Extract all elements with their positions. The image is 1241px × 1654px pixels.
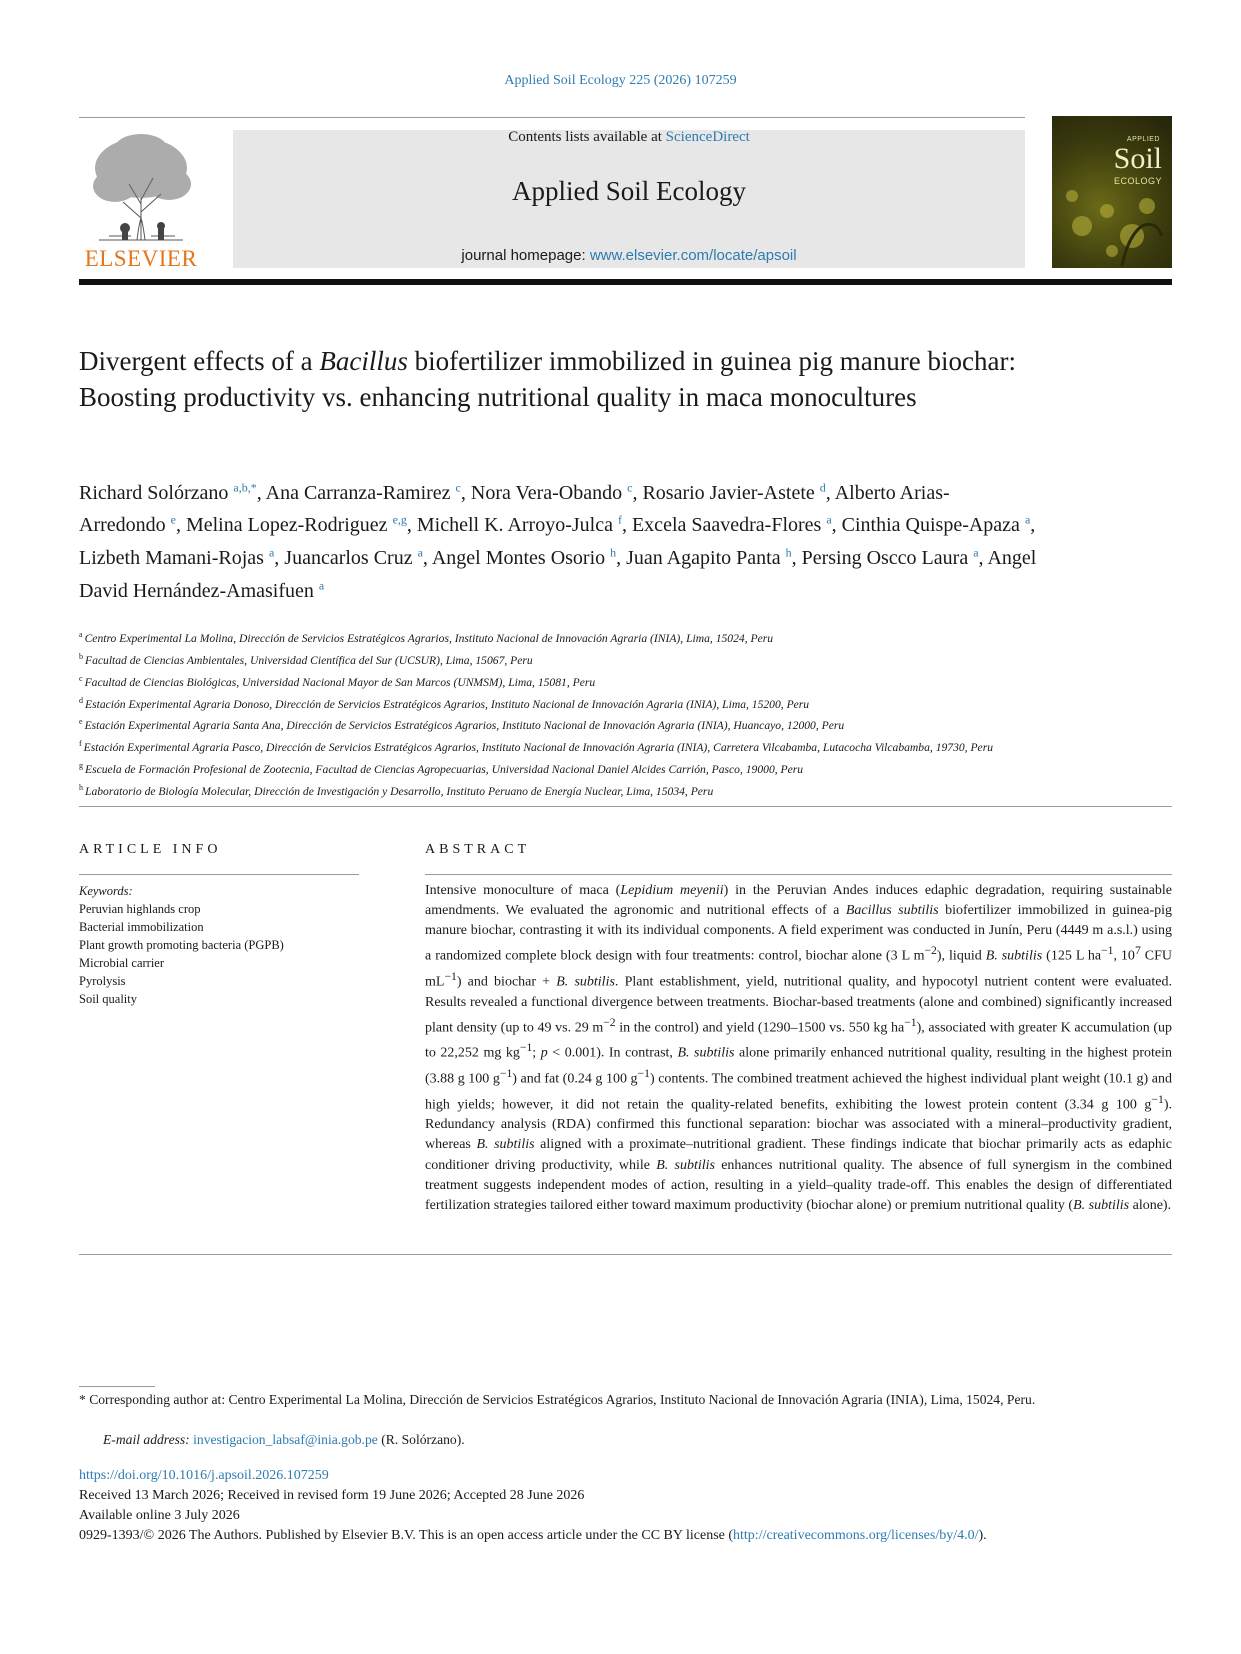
publisher-wordmark: ELSEVIER <box>84 246 198 271</box>
homepage-prefix: journal homepage: <box>461 247 590 264</box>
abstract-run: CFU mL <box>425 948 1172 990</box>
abstract-sup: 7 <box>1134 944 1141 958</box>
keyword: Soil quality <box>79 992 137 1006</box>
abstract-run: alone). <box>1129 1197 1172 1213</box>
author-name: Ana Carranza-Ramirez <box>265 481 451 504</box>
keyword: Pyrolysis <box>79 974 126 988</box>
affiliation <box>79 713 1039 735</box>
author-affiliation-marker[interactable]: a,b,* <box>233 480 257 494</box>
abstract-italic: Bacillus subtilis <box>845 903 939 919</box>
affiliation-key: e <box>79 717 83 727</box>
affiliation-key: c <box>79 673 83 683</box>
abstract-run: alone primarily enhanced nutritional quality, resulting in the highest protein (3.88 g 100 g <box>425 1045 1173 1087</box>
abstract-bottom-divider <box>79 1254 1172 1255</box>
received-dates: Received 13 March 2026; Received in revised form 19 June 2026; Accepted 28 June 2026 <box>79 1488 585 1503</box>
affiliation-list <box>79 626 1039 801</box>
author-name: Angel David Hernández-Amasifuen <box>79 546 1037 602</box>
abstract-italic: B. subtilis <box>556 974 615 990</box>
author-separator: , <box>175 514 186 537</box>
author-separator: , <box>621 514 632 537</box>
author-separator: , <box>632 481 643 504</box>
abstract-run: ), liquid <box>936 948 986 964</box>
license-line <box>79 1528 987 1544</box>
footnote-rule <box>79 1386 155 1387</box>
header-thick-divider <box>79 279 1172 285</box>
keyword: Plant growth promoting bacteria (PGPB) <box>79 938 284 952</box>
contents-prefix: Contents lists available at <box>508 129 666 145</box>
author-separator: , <box>256 481 266 504</box>
affiliation <box>79 735 1039 757</box>
author-affiliation-marker[interactable]: c <box>455 480 461 494</box>
affiliation-text: Facultad de Ciencias Ambientales, Universidad Científica del Sur (UCSUR), Lima, 15067, Peru <box>85 653 533 667</box>
author-name: Alberto Arias-Arredondo <box>79 481 950 537</box>
article-info-rule <box>79 874 359 875</box>
abstract-run: < 0.001). In contrast, <box>547 1045 678 1061</box>
abstract-run: ; <box>532 1045 541 1061</box>
title-part-1: Divergent effects of a <box>79 346 320 376</box>
affiliation <box>79 692 1039 714</box>
author-separator: , <box>422 546 432 569</box>
affiliation-key: f <box>79 739 82 749</box>
keywords-block <box>79 882 369 1008</box>
journal-citation[interactable]: Applied Soil Ecology 225 (2026) 107259 <box>504 73 737 88</box>
abstract-italic: B. subtilis <box>476 1137 535 1153</box>
section-divider <box>79 806 1172 807</box>
abstract-run: aligned with a proximate–nutritional gradient. These findings indicate that biochar primarily acts as edaphic conditioner driving productivity, while <box>425 1137 1172 1173</box>
abstract-italic: B. subtilis <box>1073 1197 1130 1213</box>
author-affiliation-marker[interactable]: a <box>973 545 979 560</box>
author-affiliation-marker[interactable]: a <box>318 577 325 592</box>
abstract-run: ), associated with greater K accumulation (up to 22,252 mg kg <box>425 1020 1173 1061</box>
doi-link[interactable]: https://doi.org/10.1016/j.apsoil.2026.107259 <box>79 1468 329 1483</box>
author-separator: , <box>406 514 417 537</box>
abstract-sup: −1 <box>1101 944 1114 958</box>
abstract-sup: −2 <box>603 1015 616 1029</box>
author-affiliation-marker[interactable]: a <box>1024 512 1031 527</box>
author[interactable] <box>432 547 626 569</box>
author-name: Rosario Javier-Astete <box>642 481 815 504</box>
abstract-italic: B. subtilis <box>677 1045 735 1061</box>
abstract-run: ) and biochar + <box>456 974 557 990</box>
license-prefix: 0929-1393/© 2026 The Authors. Published by Elsevier B.V. This is an open access article under the CC BY license ( <box>79 1528 734 1543</box>
license-suffix: ). <box>978 1528 987 1543</box>
author-separator: , <box>1030 514 1036 537</box>
author[interactable] <box>842 514 1036 536</box>
abstract-run: (125 L ha <box>1042 948 1102 964</box>
author-name: Melina Lopez-Rodriguez <box>185 514 388 537</box>
author[interactable] <box>632 514 842 536</box>
abstract-sup: −2 <box>924 944 937 958</box>
affiliation-key: a <box>79 630 83 639</box>
author-name: Juan Agapito Panta <box>626 546 781 569</box>
journal-cover-thumbnail[interactable] <box>1052 116 1172 268</box>
abstract-sup: −1 <box>444 969 457 983</box>
author-name: Cinthia Quispe-Apaza <box>841 514 1020 537</box>
affiliation <box>79 757 1039 779</box>
author-affiliation-marker[interactable]: e,g <box>392 512 407 527</box>
title-genus: Bacillus <box>319 346 408 376</box>
author-name: Richard Solórzano <box>79 481 229 504</box>
cover-word-applied: APPLIED <box>1126 136 1160 143</box>
author[interactable] <box>471 482 643 504</box>
author-affiliation-marker[interactable]: a <box>826 512 832 527</box>
email-suffix: (R. Solórzano). <box>377 1432 465 1447</box>
abstract-sup: −1 <box>637 1067 650 1080</box>
abstract-run: ) contents. The combined treatment achieved the highest individual plant weight (10.1 g) and high yields; however, it did not retain the quality-related benefits, exhibiting the lowest protein content (3.34 g 100 g <box>425 1071 1172 1113</box>
author-separator: , <box>831 514 842 537</box>
author-list <box>79 474 1039 605</box>
affiliation <box>79 648 1039 670</box>
keyword: Bacterial immobilization <box>79 920 204 934</box>
author[interactable] <box>266 482 471 504</box>
author[interactable] <box>284 547 432 569</box>
abstract-run: biofertilizer immobilized in guinea-pig manure biochar, contrasting it with its individual components. A field experiment was conducted in Junín, Peru (4449 m a.s.l.) using a randomized complete block design with four treatments: control, biochar alone (3 L m <box>425 903 1173 964</box>
affiliation-text: Estación Experimental Agraria Santa Ana, Dirección de Servicios Estratégicos Agrarios, Instituto Nacional de Innovación Agraria (INIA), Huancayo, 12000, Peru <box>84 719 845 733</box>
abstract-run: , 10 <box>1113 948 1135 964</box>
abstract-rule <box>425 874 1172 875</box>
affiliation <box>79 779 1039 801</box>
affiliation-text: Estación Experimental Agraria Pasco, Dirección de Servicios Estratégicos Agrarios, Instituto Nacional de Innovación Agraria (INIA), Carretera Vilcabamba, Lutacocha Vilcabamba, 19730, Peru <box>83 741 994 755</box>
email-link[interactable]: investigacion_labsaf@inia.gob.pe <box>193 1432 378 1447</box>
abstract-run: ). Redundancy analysis (RDA) confirmed this functional separation: biochar was associated with a mineral–productivity gradient, whereas <box>425 1097 1172 1153</box>
affiliation-key: g <box>79 761 83 771</box>
author-affiliation-marker[interactable]: f <box>617 512 622 527</box>
abstract-sup: −1 <box>904 1015 917 1029</box>
author-name: Michell K. Arroyo-Julca <box>416 514 613 537</box>
abstract-sup: −1 <box>1151 1092 1164 1106</box>
article-title <box>79 343 1039 415</box>
author[interactable] <box>79 482 266 504</box>
abstract-sup: −1 <box>499 1067 513 1080</box>
affiliation-text: Escuela de Formación Profesional de Zootecnia, Facultad de Ciencias Agropecuarias, Universidad Nacional Daniel Alcides Carrión, Pasco, 19000, Peru <box>85 763 804 777</box>
abstract-italic: B. subtilis <box>656 1157 715 1173</box>
keyword: Microbial carrier <box>79 956 165 970</box>
cover-word-soil: Soil <box>1113 142 1162 175</box>
cover-word-ecology: ECOLOGY <box>1113 176 1162 186</box>
article-info-heading: ARTICLE INFO <box>79 842 222 857</box>
abstract-run: Intensive monoculture of maca ( <box>425 883 621 898</box>
author-affiliation-marker[interactable]: a <box>417 545 423 560</box>
author-separator: , <box>791 546 802 569</box>
sciencedirect-link[interactable]: ScienceDirect <box>665 129 750 145</box>
affiliation-key: d <box>79 695 83 705</box>
online-date: Available online 3 July 2026 <box>79 1508 240 1523</box>
abstract-text <box>425 881 1172 1216</box>
abstract-run: ) in the Peruvian Andes induces edaphic degradation, requiring sustainable amendments. We evaluated the agronomic and nutritional effects of a <box>425 883 1172 919</box>
corresponding-author-note: * Corresponding author at: Centro Experimental La Molina, Dirección de Servicios Estratégicos Agrarios, Instituto Nacional de Innovación Agraria (INIA), Lima, 15024, Peru. <box>79 1392 1036 1407</box>
homepage-link[interactable]: www.elsevier.com/locate/apsoil <box>589 247 797 264</box>
title-part-2: biofertilizer immobilized in guinea pig manure biochar: Boosting productivity vs. enhancing nutritional quality in maca monocultures <box>79 346 1016 412</box>
email-label: E-mail address: <box>103 1432 190 1447</box>
author-separator: , <box>978 546 988 569</box>
author-name: Persing Oscco Laura <box>801 546 969 569</box>
author[interactable] <box>186 514 417 536</box>
author-affiliation-marker[interactable]: e <box>170 512 176 527</box>
abstract-sup: −1 <box>519 1041 533 1055</box>
author-affiliation-marker[interactable]: d <box>819 480 826 494</box>
license-link[interactable]: http://creativecommons.org/licenses/by/4.0/ <box>733 1528 979 1543</box>
abstract-run: in the control) and yield (1290–1500 vs. 550 kg ha <box>615 1020 905 1036</box>
author[interactable] <box>79 547 284 569</box>
author-name: Lizbeth Mamani-Rojas <box>79 546 264 569</box>
top-divider <box>79 117 1025 118</box>
author-separator: , <box>460 481 471 504</box>
abstract-run: . Plant establishment, yield, nutritional quality, and hypocotyl nutrient content were evaluated. Results revealed a functional divergence between treatments. Biochar-based treatments (alone and combined) significantly increased plant density (up to 49 vs. 29 m <box>425 974 1172 1036</box>
author-affiliation-marker[interactable]: c <box>627 480 633 494</box>
author-affiliation-marker[interactable]: h <box>785 545 792 560</box>
author-name: Angel Montes Osorio <box>431 546 606 569</box>
journal-title: Applied Soil Ecology <box>512 176 746 206</box>
email-line <box>103 1432 465 1448</box>
abstract-run: ) and fat (0.24 g 100 g <box>512 1071 638 1087</box>
author-separator: , <box>274 546 285 569</box>
keywords-label: Keywords: <box>79 884 133 898</box>
abstract-italic: p <box>540 1045 548 1061</box>
author[interactable] <box>642 482 834 504</box>
author[interactable] <box>417 514 632 536</box>
affiliation-key: b <box>79 651 83 661</box>
affiliation-text: Facultad de Ciencias Biológicas, Universidad Nacional Mayor de San Marcos (UNMSM), Lima, 15081, Peru <box>84 675 596 689</box>
author-separator: , <box>825 481 835 504</box>
author[interactable] <box>626 547 801 569</box>
author[interactable] <box>802 547 988 569</box>
homepage-line <box>233 247 1025 264</box>
author-affiliation-marker[interactable]: a <box>268 545 275 560</box>
author-separator: , <box>616 546 627 569</box>
affiliation-text: Estación Experimental Agraria Donoso, Dirección de Servicios Estratégicos Agrarios, Instituto Nacional de Innovación Agraria (INIA), Lima, 15200, Peru <box>85 697 810 711</box>
abstract-italic: B. subtilis <box>985 948 1043 964</box>
author-name: Juancarlos Cruz <box>284 546 413 569</box>
affiliation-text: Laboratorio de Biología Molecular, Dirección de Investigación y Desarrollo, Instituto Peruano de Energía Nuclear, Lima, 15034, Peru <box>85 784 714 798</box>
affiliation <box>79 670 1039 692</box>
abstract-italic: Lepidium meyenii <box>620 883 724 898</box>
author-name: Excela Saavedra-Flores <box>631 514 822 537</box>
abstract-run: enhances nutritional quality. The absence of full synergism in the combined treatment suggests independent modes of action, resulting in a yield–quality trade-off. This enables the design of differentiated fertilization strategies tailored either toward maximum productivity (biochar alone) or premium nutritional quality ( <box>425 1157 1172 1213</box>
author-affiliation-marker[interactable]: h <box>610 545 617 560</box>
affiliation-text: Centro Experimental La Molina, Dirección de Servicios Estratégicos Agrarios, Instituto Nacional de Innovación Agraria (INIA), Lima, 15024, Peru <box>84 631 774 645</box>
keyword: Peruvian highlands crop <box>79 902 201 916</box>
contents-line <box>233 129 1025 146</box>
abstract-heading: ABSTRACT <box>425 842 531 857</box>
affiliation-key: h <box>79 783 83 793</box>
affiliation <box>79 626 1039 648</box>
author-name: Nora Vera-Obando <box>470 481 623 504</box>
